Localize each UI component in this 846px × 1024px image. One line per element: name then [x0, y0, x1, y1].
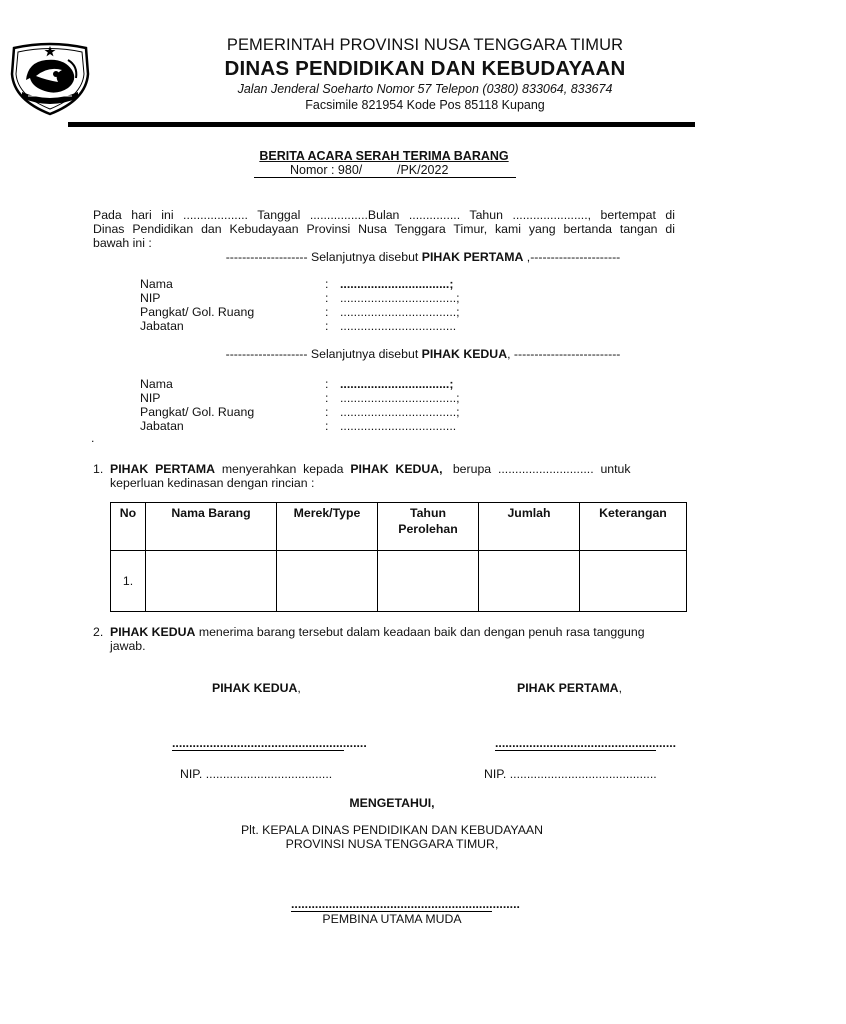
separator-dashes: , -------------------------- — [507, 347, 621, 361]
opening-line-3: bawah ini : — [93, 236, 152, 250]
item-1-number: 1. — [93, 462, 104, 476]
col-header-no: No — [111, 503, 146, 551]
item-1-text-a: menyerahkan kepada — [214, 462, 351, 476]
provincial-emblem-logo — [8, 40, 92, 116]
field-value-nama: ................................; — [340, 377, 454, 391]
item-2-text — [110, 625, 675, 653]
stray-period: . — [91, 431, 95, 445]
field-label-nip: NIP — [140, 291, 161, 305]
cell-merek-type — [277, 551, 378, 612]
header-agency-name: DINAS PENDIDIKAN DAN KEBUDAYAAN — [224, 57, 626, 80]
signature-center-line: ................................................................... — [291, 897, 520, 911]
cell-keterangan — [580, 551, 687, 612]
signature-right-comma: , — [618, 681, 622, 695]
item-1-line-2: keperluan kedinasan dengan rincian : — [110, 476, 315, 490]
head-of-agency-title-line-2: PROVINSI NUSA TENGGARA TIMUR, — [285, 837, 499, 851]
header-government-name: PEMERINTAH PROVINSI NUSA TENGGARA TIMUR — [226, 36, 624, 54]
field-colon: : — [325, 291, 329, 305]
goods-table — [110, 502, 687, 612]
pihak-kedua-label: PIHAK KEDUA — [421, 347, 508, 361]
acknowledged-heading: MENGETAHUI, — [349, 796, 435, 810]
field-label-pangkat: Pangkat/ Gol. Ruang — [140, 405, 255, 419]
signature-right-role: PIHAK PERTAMA — [517, 681, 619, 695]
field-colon: : — [325, 391, 329, 405]
header-address: Jalan Jenderal Soeharto Nomor 57 Telepon (0380) 833064, 833674 — [237, 82, 613, 96]
field-colon: : — [325, 305, 329, 319]
opening-line-2: Dinas Pendidikan dan Kebudayaan Provinsi Nusa Tenggara Timur, kami yang bertanda tangan di — [93, 222, 675, 236]
field-label-jabatan: Jabatan — [140, 419, 184, 433]
signature-left-role: PIHAK KEDUA — [212, 681, 298, 695]
separator-text: -------------------- Selanjutnya disebut — [225, 250, 422, 264]
cell-jumlah — [479, 551, 580, 612]
cell-no: 1. — [111, 551, 146, 612]
separator-dashes: ,---------------------- — [523, 250, 621, 264]
signature-right-line: ..................................................... — [495, 736, 677, 750]
item-2-text-b: jawab. — [110, 639, 146, 653]
table-row — [111, 551, 687, 612]
col-header-tahun-text: Tahun Perolehan — [398, 506, 458, 536]
header-fax: Facsimile 821954 Kode Pos 85118 Kupang — [305, 98, 545, 112]
col-header-nama-barang: Nama Barang — [146, 503, 277, 551]
field-colon: : — [325, 377, 329, 391]
item-1-text-b: berupa ............................ untuk — [442, 462, 631, 476]
item-1-bold-pihak-pertama: PIHAK PERTAMA — [110, 462, 215, 476]
item-2-number: 2. — [93, 625, 104, 639]
col-header-merek-type: Merek/Type — [277, 503, 378, 551]
signature-left-line: ......................................................... — [172, 736, 367, 750]
signature-right-nip: NIP. ........................................... — [484, 767, 657, 781]
pihak-pertama-separator — [0, 250, 846, 264]
field-value-pangkat: ..................................; — [340, 405, 460, 419]
field-colon: : — [325, 277, 329, 291]
field-label-nip: NIP — [140, 391, 161, 405]
signature-left-heading — [212, 681, 301, 695]
field-value-jabatan: .................................. — [340, 319, 457, 333]
field-colon: : — [325, 419, 329, 433]
field-value-nip: ..................................; — [340, 291, 460, 305]
pihak-pertama-label: PIHAK PERTAMA — [421, 250, 524, 264]
field-colon: : — [325, 319, 329, 333]
item-2-bold-pihak-kedua: PIHAK KEDUA — [110, 625, 196, 639]
separator-text: -------------------- Selanjutnya disebut — [225, 347, 422, 361]
field-label-jabatan: Jabatan — [140, 319, 184, 333]
head-of-agency-title-line-1: Plt. KEPALA DINAS PENDIDIKAN DAN KEBUDAYAAN — [240, 823, 544, 837]
col-header-tahun-perolehan — [378, 503, 479, 551]
field-label-pangkat: Pangkat/ Gol. Ruang — [140, 305, 255, 319]
field-colon: : — [325, 405, 329, 419]
cell-tahun-perolehan — [378, 551, 479, 612]
cell-nama-barang — [146, 551, 277, 612]
signature-left-comma: , — [297, 681, 301, 695]
field-value-nip: ..................................; — [340, 391, 460, 405]
opening-line-1: Pada hari ini ................... Tanggal .................Bulan ............... Tahun ......................, bertempat di — [93, 208, 675, 222]
signature-right-heading — [517, 681, 622, 695]
signature-left-nip: NIP. ..................................... — [180, 767, 333, 781]
field-value-jabatan: .................................. — [340, 419, 457, 433]
document-number: Nomor : 980/ /PK/2022 — [290, 163, 449, 177]
item-2-text-a: menerima barang tersebut dalam keadaan baik dan dengan penuh rasa tanggung — [195, 625, 645, 639]
header-divider — [68, 122, 695, 127]
head-of-agency-rank: PEMBINA UTAMA MUDA — [322, 912, 462, 926]
col-header-jumlah: Jumlah — [479, 503, 580, 551]
field-label-nama: Nama — [140, 277, 173, 291]
field-label-nama: Nama — [140, 377, 173, 391]
field-value-nama: ................................; — [340, 277, 454, 291]
col-header-keterangan: Keterangan — [580, 503, 687, 551]
table-header-row — [111, 503, 687, 551]
field-value-pangkat: ..................................; — [340, 305, 460, 319]
opening-paragraph — [93, 208, 675, 250]
pihak-kedua-separator — [0, 347, 846, 361]
title-underline — [254, 177, 516, 178]
item-1-text — [110, 462, 675, 476]
document-title: BERITA ACARA SERAH TERIMA BARANG — [259, 149, 509, 163]
item-1-bold-pihak-kedua: PIHAK KEDUA, — [350, 462, 443, 476]
